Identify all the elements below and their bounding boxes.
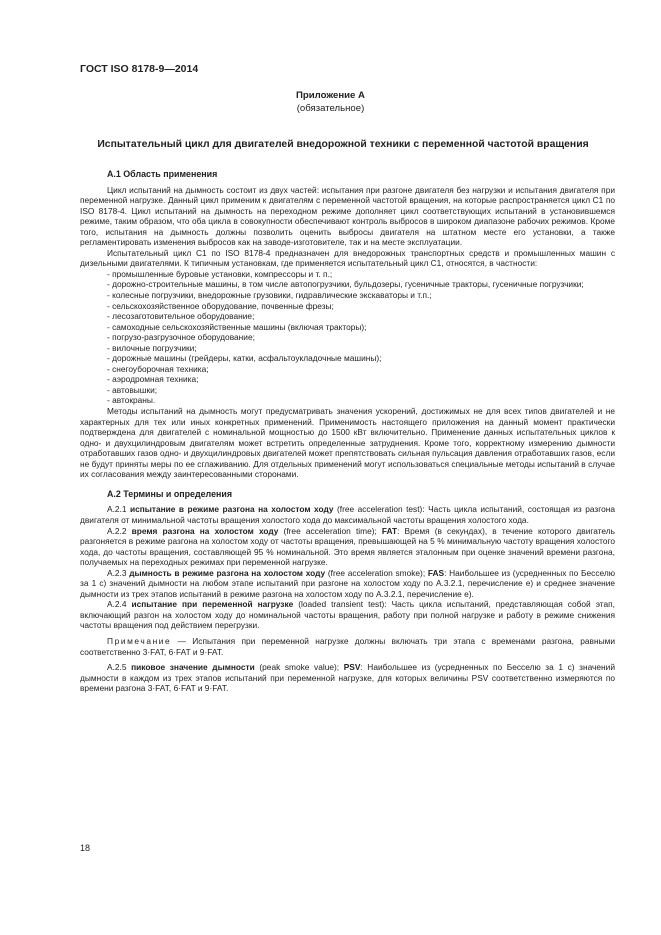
list-item: - колесные погрузчики, внедорожные грузовики, гидравлические экскаваторы и т.п.; [107, 290, 432, 301]
definition-english: (free acceleration smoke); [325, 567, 428, 578]
definition-a2-2 [80, 526, 615, 568]
definition-english: (free acceleration time); [278, 525, 382, 536]
definition-abbreviation: FAT [381, 525, 398, 536]
definition-text: (free acceleration test): Часть цикла испытаний, состоящая из разгона двигателя от минимальной частоты вращения холостого хода до максимальной частоты вращения холостого хода. [80, 504, 615, 525]
annex-title: Приложение А [296, 90, 365, 101]
definition-english: (peak smoke value); [254, 662, 344, 673]
definition-term: испытание в режиме разгона на холостом ходу [129, 504, 334, 515]
annex-status: (обязательное) [296, 103, 365, 114]
definition-term: дымность в режиме разгона на холостом ходу [129, 567, 326, 578]
list-item: - лесозаготовительное оборудование; [107, 311, 255, 322]
list-item: - дорожно-строительные машины, в том числе автопогрузчики, бульдозеры, гусеничные тракторы, гусеничные погрузчики; [107, 279, 584, 290]
list-item: - погрузо-разгрузочное оборудование; [107, 332, 255, 343]
definition-number: А.2.4 [107, 599, 132, 610]
definition-number: А.2.1 [107, 504, 130, 515]
note [80, 636, 615, 657]
standard-header: ГОСТ ISO 8178-9—2014 [80, 63, 199, 75]
page-number: 18 [80, 843, 91, 853]
definition-text: : Время (в секундах), в течение которого двигатель разгоняется в режиме разгона на холостом ходу от частоты вращения, превышающей на 5 % минимальную частоту вращения холостого хода, до частоты вращения, составляющей 95 % номинальной. Это время является эталонным при оценке значений времени разгона, получаемых на переходных режимах при переменной нагрузке. [80, 525, 615, 568]
definition-number: А.2.5 [107, 662, 132, 673]
definition-term: время разгона на холостом ходу [131, 525, 279, 536]
list-item: - автокраны. [107, 395, 156, 406]
list-item: - снегоуборочная техника; [107, 363, 209, 374]
list-item: - самоходные сельскохозяйственные машины (включая тракторы); [107, 321, 367, 332]
definition-text: : Наибольшее из (усредненных по Бесселю за 1 с) значений дымности на любом этапе испытаний при разгоне на холостом ходу по А.3.2.1, перечисление е) и среднее значение дымности из трех этапов испытаний в режиме разгона на холостом ходу по А.3.2.1, перечисление е). [80, 567, 615, 599]
definition-abbreviation: PSV [343, 662, 361, 673]
definition-a2-5 [80, 662, 615, 694]
definition-number: А.2.3 [107, 567, 130, 578]
list-item: - вилочные погрузчики; [107, 342, 197, 353]
definition-a2-1 [80, 504, 615, 525]
installations-list [80, 269, 615, 406]
list-item: - дорожные машины (грейдеры, катки, асфальтоукладочные машины); [107, 353, 382, 364]
note-text: — Испытания при переменной нагрузке должны включать три этапа с временами разгона, равными соответственно 3·FAT, 6·FAT и 9·FAT. [80, 635, 615, 657]
main-title: Испытательный цикл для двигателей внедорожной техники с переменной частотой вращения [97, 139, 589, 150]
paragraph: Испытательный цикл С1 по ISO 8178-4 предназначен для внедорожных транспортных средств и промышленных машин с дизельными двигателями. К типичным установкам, где применяется испытательный цикл С1, относятся, в частности: [80, 247, 615, 269]
list-item: - сельскохозяйственное оборудование, почвенные фрезы; [107, 300, 334, 311]
definition-text: (loaded transient test): Часть цикла испытаний, представляющая собой этап, включающий разгон на холостом ходу до номинальной частоты вращения, работу при полной нагрузке и работу в режиме снижения частоты вращения под действием перегрузки. [80, 599, 615, 631]
section-a1-title: А.1 Область применения [107, 169, 218, 179]
document-body [80, 169, 615, 694]
definition-a2-3 [80, 568, 615, 600]
annex-heading [80, 89, 581, 115]
list-item: - аэродромная техника; [107, 374, 199, 385]
list-item: - промышленные буровые установки, компрессоры и т. п.; [107, 268, 333, 279]
paragraph: Цикл испытаний на дымность состоит из двух частей: испытания при разгоне двигателя без нагрузки и испытания двигателя при переменной нагрузке. Данный цикл применим к двигателям с переменной частотой вращения, на которые распространяется цикл С1 по ISO 8178-4. Цикл испытаний на дымность на переходном режиме дополняет цикл соответствующих испытаний в установившемся режиме, таким образом, что оба цикла в совокупности обеспечивают контроль выбросов в широком диапазоне рабочих режимов. Кроме того, испытания на дымность должны позволить оценить выбросы двигателя на штатном месте его установки, а также регламентировать изменения выбросов как на заводе-изготовителе, так и на месте эксплуатации. [80, 184, 615, 248]
list-item: - автовышки; [107, 384, 158, 395]
paragraph: Методы испытаний на дымность могут предусматривать значения ускорений, достижимых не для всех типов двигателей и не характерных для тех или иных конкретных применений. Применимость настоящего приложения на данный момент практически подтверждена для двигателей с номинальной мощностью до 1500 кВт включительно. Применение данных испытательных циклов к одно- и двухцилиндровым двигателям может встретить определенные затруднения. Кроме того, корректному измерению дымности отработавших газов одно- и двухцилиндровых двигателей может препятствовать сильная пульсация давления отработавших газов, если не будут приняты меры по ее сглаживанию. Для отдельных применений могут использоваться специальные методы испытаний в случае их согласования между заинтересованными сторонами. [80, 406, 615, 480]
definition-abbreviation: FAS [427, 567, 445, 578]
definition-term: пиковое значение дымности [131, 662, 255, 673]
definition-a2-4 [80, 599, 615, 631]
section-a2-title: А.2 Термины и определения [107, 488, 233, 499]
definition-number: А.2.2 [107, 525, 132, 536]
note-label: Примечание [107, 635, 172, 646]
definition-term: испытание при переменной нагрузке [131, 599, 294, 610]
definition-text: : Наибольшее из (усредненных по Бесселю за 1 с) значений дымности в каждом из трех этапов испытаний при переменной нагрузке, для которых величины PSV соответственно измеряются по времени разгона 3·FAT, 6·FAT и 9·FAT. [80, 662, 615, 694]
